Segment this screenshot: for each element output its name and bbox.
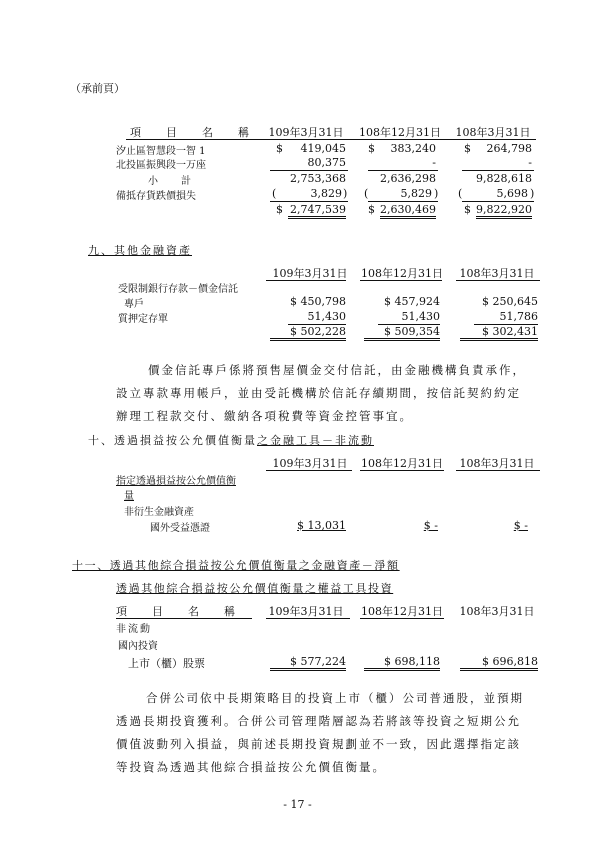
- sec9-value: $ 450,798: [290, 295, 346, 308]
- sec9-total: $ 509,354: [364, 325, 440, 341]
- sec10-header-rule: [360, 470, 444, 471]
- section-10-heading-b: 之金融工具－非流動: [257, 434, 374, 447]
- inventory-value: -: [432, 156, 436, 169]
- sec9-total: $ 502,228: [270, 325, 346, 341]
- inventory-header-item: 項 目 名 稱: [130, 126, 250, 139]
- sec10-header-rule: [266, 470, 352, 471]
- subtotal-rule: [368, 170, 438, 171]
- sec11-header-rule: [266, 618, 350, 619]
- inventory-value: 5,829: [400, 187, 432, 200]
- sec10-header-col2: 108年12月31日: [361, 457, 443, 470]
- inventory-value: 5,698: [496, 187, 528, 200]
- continued-label: （承前頁）: [70, 82, 125, 95]
- sec9-total: $ 302,431: [460, 325, 538, 341]
- inventory-total: 9,822,920: [476, 203, 532, 219]
- sec9-paragraph-line: 辦理工程款交付、繳納各項稅費等資金控管事宜。: [116, 409, 413, 423]
- sec11-value: $ 577,224: [270, 655, 346, 671]
- inventory-row-label: 備抵存貨跌價損失: [116, 191, 196, 202]
- section-9-heading: 九、其他金融資產: [88, 244, 192, 257]
- paren-open: (: [364, 187, 369, 200]
- inventory-row-label: 北投區振興段一万座: [116, 160, 206, 171]
- section-11-subheading: 透過其他綜合損益按公允價值衡量之權益工具投資: [116, 582, 394, 595]
- sec11-noncurrent: 非流動: [116, 624, 152, 635]
- currency-sign: $: [276, 203, 283, 216]
- currency-sign: $: [368, 142, 375, 155]
- sec9-header-rule: [266, 280, 346, 281]
- sec10-category: 指定透過損益按公允價值衡: [116, 476, 236, 487]
- sec9-value: $ 457,924: [384, 295, 440, 308]
- section-10-heading: [88, 432, 374, 448]
- sec11-paragraph-line: 透過長期投資獲利。合併公司管理階層認為若將該等投資之短期公允: [116, 714, 521, 728]
- inventory-header-col1: 109年3月31日: [268, 126, 344, 139]
- sec11-row-label: 上市（櫃）股票: [128, 657, 205, 670]
- page-number: - 17 -: [283, 798, 312, 811]
- inventory-value: 419,045: [300, 142, 346, 155]
- sec10-category-cont: 量: [124, 491, 134, 502]
- currency-sign: $: [276, 142, 283, 155]
- currency-sign: $: [368, 203, 375, 216]
- sec11-paragraph-line: 合併公司依中長期策略目的投資上市（櫃）公司普通股，並預期: [146, 691, 524, 705]
- sec9-header-rule: [456, 280, 540, 281]
- inventory-total: 2,747,539: [288, 203, 346, 219]
- section-10-heading-a: 十、透過損益按公允價值衡量: [88, 434, 257, 447]
- sec11-header-item: 項 目 名 稱: [116, 605, 236, 618]
- currency-sign: $: [464, 203, 471, 216]
- sec9-row1-label: 受限制銀行存款－價金信託: [118, 284, 238, 295]
- sec11-header-rule: [116, 618, 252, 619]
- sec9-value: $ 250,645: [482, 295, 538, 308]
- sec9-header-col1: 109年3月31日: [272, 267, 348, 280]
- inventory-value: 9,828,618: [476, 172, 532, 185]
- inventory-value: 3,829: [310, 187, 342, 200]
- subtotal-rule: [270, 170, 348, 171]
- inventory-row-label: 小 計: [148, 176, 192, 187]
- sec11-header-col3: 108年3月31日: [459, 605, 535, 618]
- sec11-header-rule: [360, 618, 444, 619]
- total-rule: [368, 201, 438, 202]
- sec9-paragraph-line: 價金信託專戶係將預售屋價金交付信託，由金融機構負責承作，: [148, 363, 526, 377]
- inventory-header-col2: 108年12月31日: [359, 126, 441, 139]
- sec9-row1-label-cont: 專戶: [124, 299, 144, 310]
- inventory-value: -: [528, 156, 532, 169]
- inventory-total: 2,630,469: [380, 203, 436, 219]
- inventory-value: 80,375: [307, 156, 346, 169]
- inventory-value: 2,636,298: [380, 172, 436, 185]
- subtotal-rule: [462, 170, 534, 171]
- paren-close: ): [343, 187, 348, 200]
- inventory-header-rule: [126, 139, 536, 140]
- total-rule: [462, 201, 534, 202]
- sec11-domestic: 國內投資: [118, 641, 158, 652]
- sec9-row2-label: 質押定存單: [118, 314, 168, 325]
- sec11-paragraph-line: 價值波動列入損益，與前述長期投資規劃並不一致，因此選擇指定該: [116, 737, 521, 751]
- paren-close: ): [530, 187, 535, 200]
- total-rule: [270, 201, 348, 202]
- sec9-value: 51,786: [499, 310, 538, 323]
- inventory-header-col3: 108年3月31日: [455, 126, 531, 139]
- inventory-row-label: 汐止區智慧段一智 1: [116, 146, 206, 157]
- paren-open: (: [458, 187, 463, 200]
- sec9-value: 51,430: [307, 310, 346, 323]
- sec10-item: 國外受益憑證: [150, 523, 210, 534]
- sec9-value: 51,430: [401, 310, 440, 323]
- sec9-paragraph-line: 設立專款專用帳戶，並由受託機構於信託存續期間，按信託契約約定: [116, 386, 521, 400]
- sec10-value: $ 13,031: [297, 519, 346, 532]
- inventory-value: 264,798: [486, 142, 532, 155]
- sec10-subcategory: 非衍生金融資產: [124, 507, 194, 518]
- currency-sign: $: [464, 142, 471, 155]
- sec11-paragraph-line: 等投資為透過其他綜合損益按公允價值衡量。: [116, 760, 386, 774]
- sec11-value: $ 696,818: [460, 655, 538, 671]
- inventory-value: 2,753,368: [290, 172, 346, 185]
- sec9-header-rule: [360, 280, 442, 281]
- sec10-value: $ -: [423, 519, 438, 532]
- sec10-header-rule: [456, 470, 540, 471]
- sec9-header-col2: 108年12月31日: [361, 267, 443, 280]
- paren-close: ): [434, 187, 439, 200]
- sec10-value: $ -: [513, 519, 528, 532]
- paren-open: (: [272, 187, 277, 200]
- sec11-header-col2: 108年12月31日: [361, 605, 443, 618]
- inventory-value: 383,240: [390, 142, 436, 155]
- section-11-heading: 十一、透過其他綜合損益按公允價值衡量之金融資產－淨額: [72, 559, 400, 572]
- sec10-header-col3: 108年3月31日: [459, 457, 535, 470]
- sec9-header-col3: 108年3月31日: [459, 267, 535, 280]
- sec11-value: $ 698,118: [364, 655, 440, 671]
- sec11-header-col1: 109年3月31日: [268, 605, 344, 618]
- sec10-header-col1: 109年3月31日: [272, 457, 348, 470]
